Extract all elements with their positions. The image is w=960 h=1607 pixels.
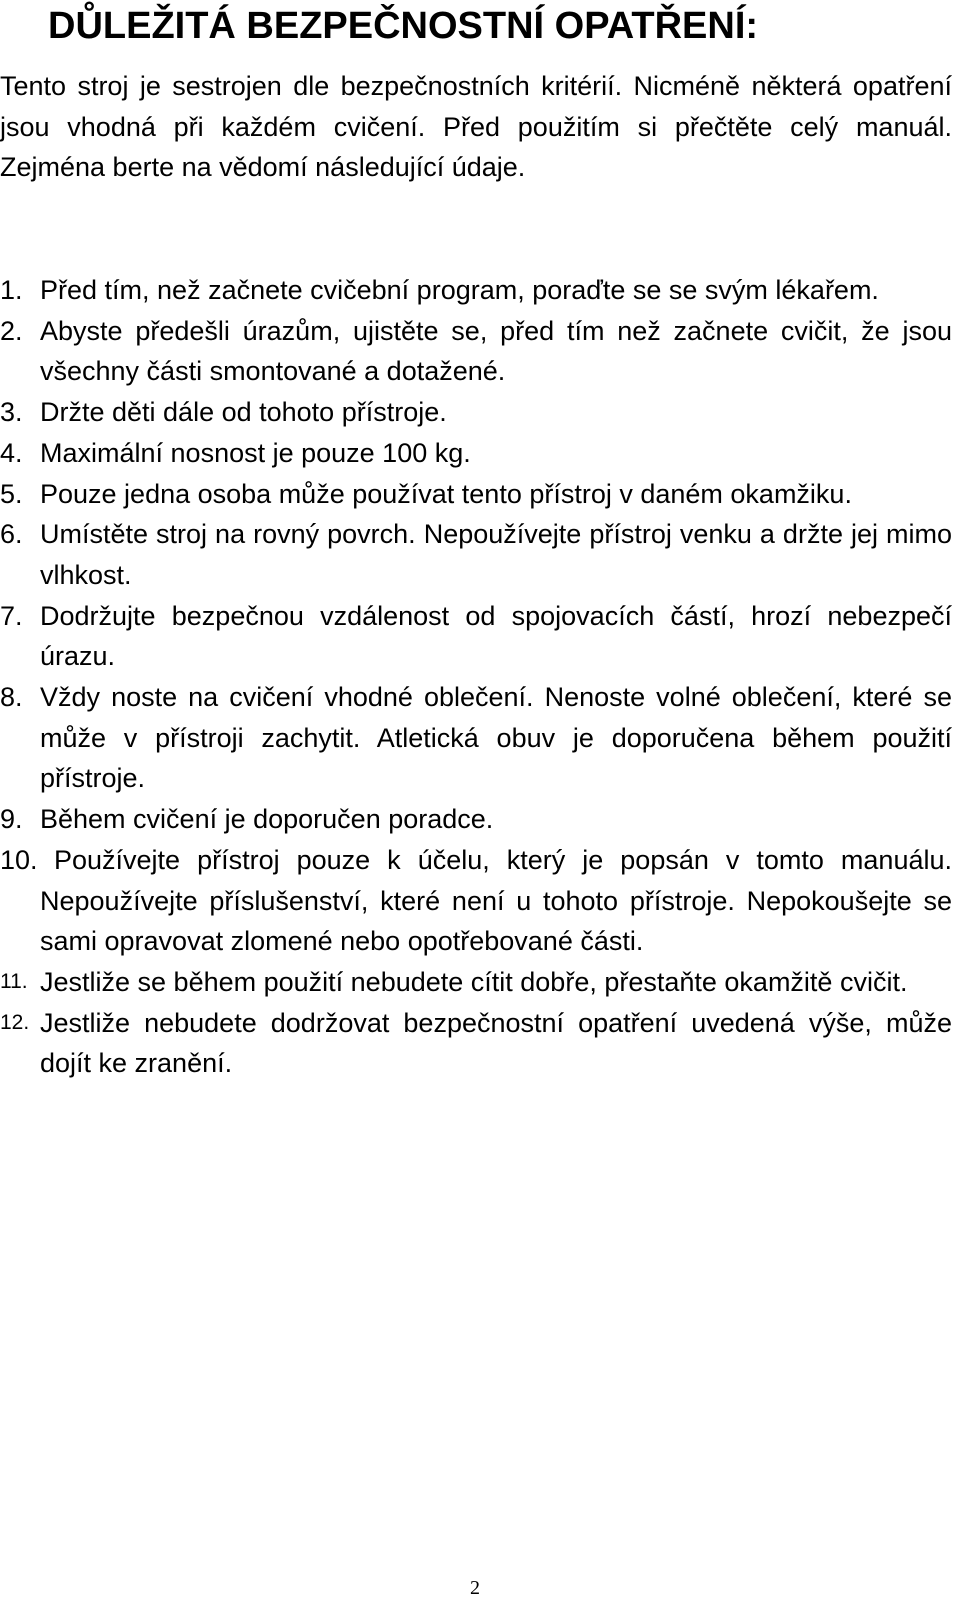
list-item [0, 962, 952, 1003]
intro-paragraph: Tento stroj je sestrojen dle bezpečnostních kritérií. Nicméně některá opatření jsou vhodná při každém cvičení. Před použitím si přečtěte celý manuál. Zejména berte na vědomí následující údaje. [0, 71, 952, 183]
item-text: Pouze jedna osoba může používat tento přístroj v daném okamžiku. [40, 478, 852, 509]
list-item [0, 799, 952, 840]
list-item [0, 474, 952, 515]
page-title: DŮLEŽITÁ BEZPEČNOSTNÍ OPATŘENÍ: [48, 5, 759, 47]
safety-list [0, 270, 952, 1084]
list-item [0, 677, 952, 799]
page-number: 2 [470, 1577, 480, 1599]
item-number: 6. [0, 519, 23, 550]
list-item [0, 311, 952, 392]
item-number: 10. [0, 844, 38, 875]
item-text: Abyste předešli úrazům, ujistěte se, před tím než začnete cvičit, že jsou všechny části smontované a dotažené. [40, 315, 952, 387]
item-text: Držte děti dále od tohoto přístroje. [40, 397, 447, 428]
item-text: Dodržujte bezpečnou vzdálenost od spojovacích částí, hrozí nebezpečí úrazu. [40, 600, 952, 672]
item-number: 11. [0, 969, 28, 993]
item-number: 12. [0, 1010, 30, 1034]
item-text: Před tím, než začnete cvičební program, poraďte se se svým lékařem. [40, 275, 879, 305]
item-number: 8. [0, 682, 23, 713]
item-text: Používejte přístroj pouze k účelu, který je popsán v tomto manuálu. Nepoužívejte příslušenství, které není u tohoto přístroje. Nepokoušejte se sami opravovat zlomené nebo opotřebované části. [40, 844, 952, 957]
list-item [0, 840, 952, 962]
item-text: Během cvičení je doporučen poradce. [40, 804, 494, 835]
item-number: 4. [0, 437, 23, 468]
list-item [0, 270, 952, 311]
item-number: 1. [0, 275, 23, 305]
item-text: Jestliže se během použití nebudete cítit dobře, přestaňte okamžitě cvičit. [40, 966, 908, 997]
item-number: 2. [0, 315, 23, 346]
list-item [0, 1003, 952, 1084]
list-item [0, 392, 952, 433]
list-item [0, 596, 952, 677]
item-number: 7. [0, 600, 23, 631]
item-text: Maximální nosnost je pouze 100 kg. [40, 437, 471, 468]
item-text: Vždy noste na cvičení vhodné oblečení. Nenoste volné oblečení, které se může v přístroji zachytit. Atletická obuv je doporučena během použití přístroje. [40, 682, 952, 794]
item-number: 9. [0, 804, 23, 835]
item-text: Jestliže nebudete dodržovat bezpečnostní opatření uvedená výše, může dojít ke zranění. [40, 1007, 952, 1079]
item-number: 5. [0, 478, 23, 509]
item-text: Umístěte stroj na rovný povrch. Nepoužívejte přístroj venku a držte jej mimo vlhkost. [40, 519, 952, 590]
list-item [0, 433, 952, 474]
list-item [0, 514, 952, 595]
item-number: 3. [0, 397, 23, 428]
